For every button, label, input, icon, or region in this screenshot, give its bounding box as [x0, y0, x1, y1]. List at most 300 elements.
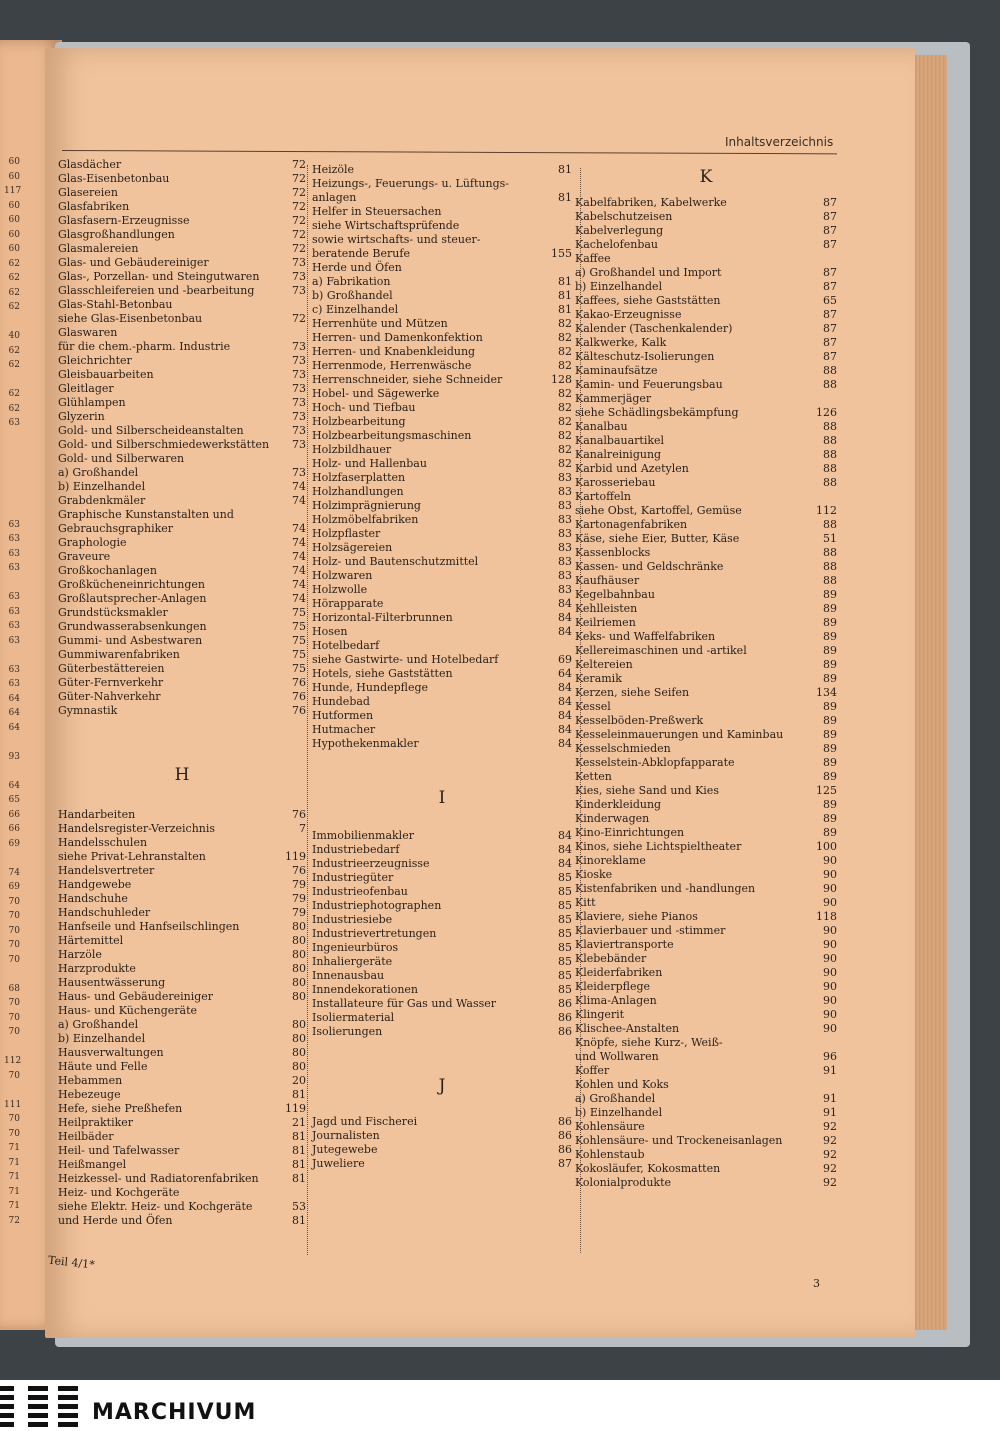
left-page-number: 111	[4, 1099, 22, 1110]
left-page-number: 62	[8, 389, 20, 399]
index-entry-label: Kleiderpflege	[575, 980, 651, 993]
left-page-number: 70	[8, 998, 20, 1008]
index-entry-label: Güterbestättereien	[58, 662, 165, 675]
index-entry-page: 81	[558, 289, 572, 302]
left-page-number: 70	[8, 954, 20, 965]
index-entry	[312, 681, 572, 695]
index-entry	[58, 864, 306, 878]
index-entry-page: 80	[292, 934, 306, 947]
index-entry	[575, 546, 837, 560]
index-entry-page: 74	[292, 578, 306, 591]
index-entry-page: 74	[292, 494, 306, 507]
index-entry	[575, 910, 837, 924]
index-entry-page: 81	[292, 1130, 306, 1143]
index-entry-label: Hutformen	[312, 709, 374, 722]
index-entry	[312, 471, 572, 485]
index-entry-label: Keilriemen	[575, 616, 636, 629]
index-entry	[58, 990, 306, 1004]
index-entry-page: 90	[823, 952, 837, 965]
index-entry-label: Gold- und Silberwaren	[58, 452, 185, 465]
index-entry	[575, 672, 837, 686]
index-entry-label: Kaffees, siehe Gaststätten	[575, 294, 721, 307]
index-entry-label: Heizkessel- und Radiatorenfabriken	[58, 1172, 259, 1185]
index-entry	[58, 382, 306, 396]
index-entry-page: 86	[558, 997, 572, 1010]
index-entry	[575, 238, 837, 252]
index-entry	[312, 597, 572, 611]
index-entry	[575, 490, 837, 518]
index-entry-label: Holz- und Bautenschutzmittel	[312, 555, 479, 568]
index-entry-page: 119	[285, 1102, 306, 1115]
index-entry-page: 73	[292, 438, 306, 451]
index-entry-page: 76	[292, 690, 306, 703]
index-entry-label: Industriesiebe	[312, 913, 393, 926]
index-entry-page: 89	[823, 700, 837, 713]
index-entry-label: Holzmöbelfabriken	[312, 513, 419, 526]
index-entry-page: 82	[558, 331, 572, 344]
index-entry	[575, 1008, 837, 1022]
left-page-number: 64	[8, 722, 20, 733]
left-page-number: 62	[8, 403, 20, 414]
index-entry	[575, 532, 837, 546]
index-entry-label: Kaufhäuser	[575, 574, 640, 587]
index-entry-page: 73	[292, 340, 306, 353]
index-entry-label: Handschuhe	[58, 892, 128, 905]
index-entry-label: Holzimprägnierung	[312, 499, 421, 512]
index-entry-label: Isolierungen	[312, 1025, 383, 1038]
index-entry-label: Kachelofenbau	[575, 238, 659, 251]
index-entry	[312, 969, 572, 983]
index-entry-page: 88	[823, 560, 837, 573]
index-entry	[58, 1144, 306, 1158]
index-entry-page: 73	[292, 368, 306, 381]
index-entry-label: Hausentwässerung	[58, 976, 166, 989]
index-entry	[575, 756, 837, 770]
index-entry-label: Gleitlager	[58, 382, 114, 395]
index-entry-page: 87	[823, 308, 837, 321]
index-entry-page: 83	[558, 471, 572, 484]
index-entry-label: Kerzen, siehe Seifen	[575, 686, 690, 699]
left-page-number: 71	[8, 1172, 20, 1182]
index-entry-page: 112	[816, 504, 837, 517]
index-entry-label: Kegelbahnbau	[575, 588, 655, 601]
index-entry-label: Keramik	[575, 672, 622, 685]
index-entry-label: Güter-Nahverkehr	[58, 690, 161, 703]
index-entry-page: 83	[558, 513, 572, 526]
index-entry-page: 80	[292, 1032, 306, 1045]
index-entry-page: 85	[558, 969, 572, 982]
left-page-numbers	[4, 155, 20, 1228]
index-entry	[312, 625, 572, 639]
left-page-number: 63	[8, 548, 20, 559]
index-entry-label: Glas-Stahl-Betonbau siehe Glas-Eisenbetonbau	[58, 298, 203, 325]
index-entry-label: Klaviere, siehe Pianos	[575, 910, 698, 923]
index-entry-label: Kesselstein-Abklopfapparate	[575, 756, 735, 769]
index-entry-page: 76	[292, 676, 306, 689]
index-entry	[58, 494, 306, 508]
index-entry	[58, 648, 306, 662]
index-entry	[312, 829, 572, 843]
index-entry-label: Kabelschutzeisen	[575, 210, 673, 223]
index-entry-page: 92	[823, 1120, 837, 1133]
index-entry	[575, 224, 837, 238]
index-entry-label: Innendekorationen	[312, 983, 419, 996]
index-entry	[312, 1143, 572, 1157]
index-entry-label: Handelsschulen siehe Privat-Lehranstalten	[58, 836, 206, 863]
index-entry-page: 88	[823, 476, 837, 489]
index-entry-label: Industrievertretungen	[312, 927, 437, 940]
index-entry-label: b) Einzelhandel	[575, 1106, 663, 1119]
left-page-number: 63	[8, 635, 20, 646]
left-page-number	[4, 735, 20, 750]
index-entry-label: Holzhandlungen	[312, 485, 404, 498]
index-entry-label: Kanalreinigung	[575, 448, 662, 461]
index-entry	[58, 1186, 306, 1200]
index-entry-label: Güter-Fernverkehr	[58, 676, 164, 689]
index-entry-label: Glaswaren für die chem.-pharm. Industrie	[58, 326, 231, 353]
index-entry-page: 90	[823, 994, 837, 1007]
index-entry-label: Grabdenkmäler	[58, 494, 146, 507]
left-page-number: 64	[8, 780, 20, 791]
index-entry	[58, 690, 306, 704]
index-entry-label: b) Einzelhandel	[575, 280, 663, 293]
left-page-number: 65	[8, 795, 20, 805]
index-entry	[575, 1162, 837, 1176]
index-entry-label: Handschuhleder	[58, 906, 151, 919]
index-entry-label: Gleichrichter	[58, 354, 132, 367]
index-entry-label: Glühlampen	[58, 396, 126, 409]
index-entry-label: a) Großhandel	[58, 1018, 139, 1031]
index-entry-label: Holzbildhauer	[312, 443, 392, 456]
index-entry	[575, 686, 837, 700]
index-entry	[312, 871, 572, 885]
index-entry	[312, 1025, 572, 1039]
index-entry	[58, 214, 306, 228]
left-page-number: 63	[8, 563, 20, 573]
left-page-number	[4, 489, 20, 504]
index-entry-label: c) Einzelhandel	[312, 303, 399, 316]
left-page-number: 71	[8, 1201, 20, 1211]
index-entry-page: 83	[558, 485, 572, 498]
index-entry	[312, 583, 572, 597]
index-entry	[58, 606, 306, 620]
index-entry	[312, 941, 572, 955]
index-entry	[312, 1157, 572, 1171]
left-page-number: 63	[8, 592, 20, 602]
index-entry	[58, 906, 306, 920]
index-entry-page: 74	[292, 564, 306, 577]
index-entry	[575, 588, 837, 602]
index-entry	[575, 924, 837, 938]
index-entry	[575, 434, 837, 448]
index-entry	[575, 812, 837, 826]
index-entry-page: 76	[292, 864, 306, 877]
index-entry	[312, 1129, 572, 1143]
index-entry-page: 92	[823, 1148, 837, 1161]
index-entry	[312, 955, 572, 969]
index-entry	[575, 1064, 837, 1078]
left-page-number: 69	[8, 838, 20, 849]
index-entry-label: Kalkwerke, Kalk	[575, 336, 667, 349]
index-entry	[312, 857, 572, 871]
index-entry	[312, 373, 572, 387]
index-entry	[312, 913, 572, 927]
index-entry-label: Gummi- und Asbestwaren	[58, 634, 203, 647]
index-entry-page: 88	[823, 462, 837, 475]
index-entry-page: 92	[823, 1162, 837, 1175]
left-page-number	[4, 474, 20, 489]
index-entry-label: Immobilienmakler	[312, 829, 414, 842]
index-entry-label: Installateure für Gas und Wasser	[312, 997, 496, 1010]
brand-name: MARCHIVUM	[92, 1400, 257, 1425]
index-entry	[575, 630, 837, 644]
index-entry-label: Häute und Felle	[58, 1060, 148, 1073]
index-entry-page: 87	[823, 336, 837, 349]
left-page-number: 71	[8, 1157, 20, 1168]
index-entry	[58, 1060, 306, 1074]
left-page-number: 64	[8, 708, 20, 718]
index-entry	[312, 275, 572, 289]
index-entry-page: 80	[292, 1046, 306, 1059]
index-entry-page: 73	[292, 396, 306, 409]
left-page-number: 60	[8, 171, 20, 182]
index-entry-label: Industriebedarf	[312, 843, 400, 856]
index-entry	[575, 896, 837, 910]
index-entry	[575, 322, 837, 336]
index-entry-label: Isoliermaterial	[312, 1011, 395, 1024]
index-entry-label: Glas- und Gebäudereiniger	[58, 256, 209, 269]
index-entry-label: Härtemittel	[58, 934, 124, 947]
left-page-number: 63	[8, 606, 20, 617]
index-entry	[312, 387, 572, 401]
index-entry-page: 72	[292, 214, 306, 227]
index-entry-page: 73	[292, 270, 306, 283]
index-entry-page: 85	[558, 983, 572, 996]
index-entry	[312, 359, 572, 373]
index-entry	[58, 354, 306, 368]
index-entry-label: Kehlleisten	[575, 602, 638, 615]
index-entry-label: Heiz- und Kochgeräte	[58, 1186, 180, 1199]
index-entry	[58, 892, 306, 906]
index-entry-page: 87	[823, 266, 837, 279]
index-entry-page: 90	[823, 868, 837, 881]
index-entry-page: 72	[292, 200, 306, 213]
index-entry-page: 89	[823, 616, 837, 629]
index-entry-label: Kaminaufsätze	[575, 364, 658, 377]
index-entry-page: 72	[292, 172, 306, 185]
index-entry-label: Kioske	[575, 868, 613, 881]
index-entry	[575, 770, 837, 784]
index-entry-page: 80	[292, 920, 306, 933]
index-entry	[575, 952, 837, 966]
index-entry-page: 126	[816, 406, 837, 419]
index-entry-page: 118	[816, 910, 837, 923]
index-entry-page: 75	[292, 662, 306, 675]
index-entry-label: Kakao-Erzeugnisse	[575, 308, 682, 321]
index-entry	[575, 518, 837, 532]
index-entry-page: 85	[558, 955, 572, 968]
index-entry-page: 88	[823, 546, 837, 559]
index-entry-page: 81	[558, 303, 572, 316]
index-entry-label: Industrieofenbau	[312, 885, 408, 898]
index-entry-page: 86	[558, 1025, 572, 1038]
index-entry	[575, 392, 837, 420]
index-entry-label: Glas-, Porzellan- und Steingutwaren	[58, 270, 260, 283]
index-entry	[58, 1102, 306, 1116]
index-entry	[312, 261, 572, 275]
index-entry-label: Klischee-Anstalten	[575, 1022, 680, 1035]
index-entry-page: 89	[823, 798, 837, 811]
index-entry	[312, 927, 572, 941]
index-entry-page: 80	[292, 962, 306, 975]
index-entry	[312, 457, 572, 471]
index-entry-label: b) Einzelhandel	[58, 480, 146, 493]
index-entry-label: Hutmacher	[312, 723, 376, 736]
page-header-title: Inhaltsverzeichnis	[725, 135, 834, 149]
index-entry	[575, 714, 837, 728]
left-page-number: 71	[8, 1186, 20, 1197]
index-entry	[58, 808, 306, 822]
index-entry-label: Graveure	[58, 550, 111, 563]
index-entry-label: Graphische Kunstanstalten und Gebrauchsgraphiker	[58, 508, 234, 535]
index-entry-label: Harzöle	[58, 948, 102, 961]
left-page-number	[4, 503, 20, 518]
index-entry-label: Keltereien	[575, 658, 633, 671]
index-entry	[312, 205, 572, 261]
index-entry-page: 89	[823, 714, 837, 727]
index-entry-page: 51	[823, 532, 837, 545]
index-entry	[312, 331, 572, 345]
index-entry-page: 89	[823, 602, 837, 615]
index-entry-page: 85	[558, 941, 572, 954]
index-entry-page: 72	[292, 242, 306, 255]
index-entry-label: Holz- und Hallenbau	[312, 457, 427, 470]
index-entry-label: Kammerjäger siehe Schädlingsbekämpfung	[575, 392, 739, 419]
index-entry-page: 83	[558, 569, 572, 582]
index-entry	[575, 448, 837, 462]
index-entry	[575, 476, 837, 490]
index-entry-label: Klaviertransporte	[575, 938, 674, 951]
index-entry-label: Industrieerzeugnisse	[312, 857, 430, 870]
index-entry-page: 73	[292, 410, 306, 423]
index-entry-page: 81	[558, 163, 572, 176]
index-entry	[58, 1158, 306, 1172]
left-page-number	[4, 431, 20, 446]
index-entry-page: 79	[292, 906, 306, 919]
index-entry-label: Hobel- und Sägewerke	[312, 387, 440, 400]
index-entry-page: 96	[823, 1050, 837, 1063]
index-entry	[575, 196, 837, 210]
index-entry-label: Hörapparate	[312, 597, 384, 610]
left-page-number: 112	[4, 1056, 22, 1066]
index-entry	[312, 415, 572, 429]
index-entry-label: Knöpfe, siehe Kurz-, Weiß- und Wollwaren	[575, 1036, 723, 1063]
left-page-number: 62	[8, 287, 20, 298]
left-page-number: 64	[8, 693, 20, 704]
index-entry	[575, 882, 837, 896]
index-entry-page: 73	[292, 256, 306, 269]
index-entry	[575, 854, 837, 868]
index-entry-page: 90	[823, 1008, 837, 1021]
index-entry-label: Inhaliergeräte	[312, 955, 393, 968]
left-page-number: 70	[8, 1128, 20, 1139]
index-entry	[575, 308, 837, 322]
index-entry	[575, 784, 837, 798]
left-page-number	[4, 764, 20, 779]
index-entry-page: 100	[816, 840, 837, 853]
index-entry-page: 80	[292, 948, 306, 961]
left-page-number	[4, 315, 20, 330]
index-entry-page: 155	[551, 247, 572, 260]
index-entry-label: Heilpraktiker	[58, 1116, 134, 1129]
index-entry-label: Glyzerin	[58, 410, 105, 423]
left-page-number	[4, 460, 20, 475]
index-entry-page: 75	[292, 620, 306, 633]
index-entry-label: Kaffee	[575, 252, 611, 265]
left-page-number	[4, 445, 20, 460]
index-entry	[58, 508, 306, 536]
index-entry	[312, 289, 572, 303]
index-entry-label: Kessel	[575, 700, 611, 713]
index-entry-page: 90	[823, 896, 837, 909]
index-entry-label: Kokosläufer, Kokosmatten	[575, 1162, 721, 1175]
index-entry	[58, 438, 306, 452]
index-entry	[58, 410, 306, 424]
index-entry-page: 73	[292, 354, 306, 367]
index-entry-label: Klima-Anlagen	[575, 994, 657, 1007]
index-entry-page: 81	[558, 275, 572, 288]
index-entry-label: Kamin- und Feuerungsbau	[575, 378, 723, 391]
index-entry-label: Innenausbau	[312, 969, 385, 982]
index-entry	[312, 163, 572, 177]
index-entry	[575, 616, 837, 630]
index-entry	[575, 1078, 837, 1092]
index-entry	[58, 396, 306, 410]
index-entry-page: 84	[558, 695, 572, 708]
left-page-number: 70	[8, 1070, 20, 1081]
index-entry-label: Herrenhüte und Mützen	[312, 317, 448, 330]
index-entry-page: 82	[558, 359, 572, 372]
index-entry-page: 82	[558, 401, 572, 414]
index-column-b	[312, 163, 572, 1171]
index-entry-page: 88	[823, 378, 837, 391]
section-heading-i: I	[438, 788, 446, 808]
index-entry-page: 84	[558, 737, 572, 750]
index-entry-label: Helfer in Steuersachen siehe Wirtschaftsprüfende sowie wirtschafts- und steuer- beratende Berufe	[312, 205, 481, 260]
left-page-number	[4, 373, 20, 388]
index-column-c	[575, 167, 837, 1190]
index-entry-page: 92	[823, 1134, 837, 1147]
index-entry-page: 88	[823, 434, 837, 447]
index-entry-label: Glasschleifereien und -bearbeitung	[58, 284, 255, 297]
index-entry-label: Horizontal-Filterbrunnen	[312, 611, 453, 624]
index-entry	[575, 826, 837, 840]
index-entry-label: Koffer	[575, 1064, 610, 1077]
index-entry-page: 87	[823, 238, 837, 251]
index-entry	[58, 1116, 306, 1130]
entries-h	[58, 808, 306, 1228]
index-entry	[312, 737, 572, 751]
index-entry-label: Hebezeuge	[58, 1088, 121, 1101]
index-entry-page: 75	[292, 634, 306, 647]
index-entry	[58, 676, 306, 690]
index-entry-label: Kinderwagen	[575, 812, 650, 825]
index-entry-label: Handarbeiten	[58, 808, 136, 821]
index-entry	[575, 1176, 837, 1190]
index-entry-label: Herrenschneider, siehe Schneider	[312, 373, 503, 386]
index-entry-page: 82	[558, 443, 572, 456]
index-entry-label: Gymnastik	[58, 704, 118, 717]
